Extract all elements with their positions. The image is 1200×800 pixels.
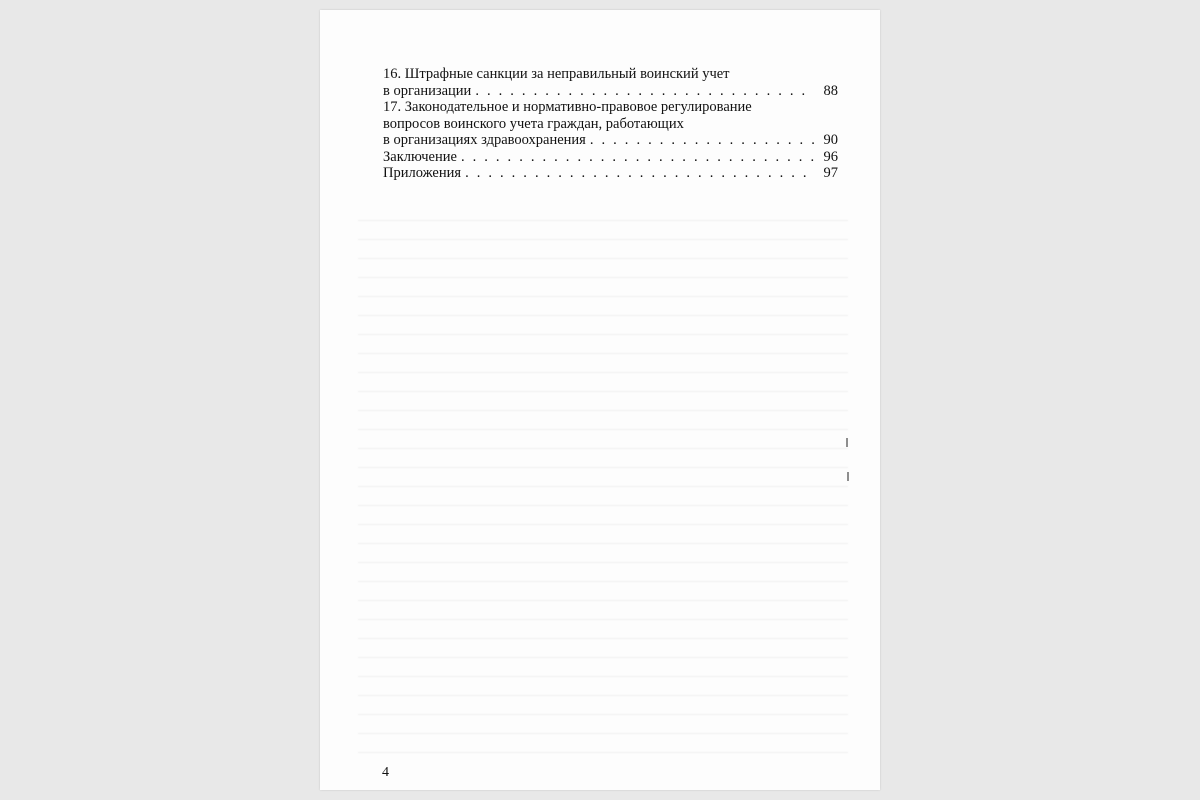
toc-entry-line: 17. Законодательное и нормативно-правовое регулирование [383,99,752,115]
toc-page-number: 90 [823,132,838,148]
dot-leader [461,149,814,166]
toc-entry-16 [383,66,838,99]
dot-leader [465,165,814,182]
toc-entry-conclusion [383,149,838,166]
page-folio: 4 [382,765,389,780]
toc-entry-17 [383,99,838,149]
toc-entry-appendices [383,165,838,182]
toc-entry-title: в организации [383,82,472,99]
toc-page-number: 88 [823,82,838,99]
print-speck [846,438,848,447]
dot-leader [590,132,814,149]
print-speck [847,472,849,481]
toc-page-number: 97 [823,165,838,181]
dot-leader [475,83,814,100]
toc-entry-title: Заключение [383,148,457,165]
toc-entry-title: Приложения [383,165,462,181]
toc-page-number: 96 [823,148,838,165]
toc-entry-title: в организациях здравоохранения [383,132,586,148]
book-page [320,10,880,790]
toc-entry-line: вопросов воинского учета граждан, работающих [383,115,684,132]
toc-entry-line: 16. Штрафные санкции за неправильный воинский учет [383,66,730,82]
bleed-through-shadow [358,210,848,770]
table-of-contents [383,66,838,182]
